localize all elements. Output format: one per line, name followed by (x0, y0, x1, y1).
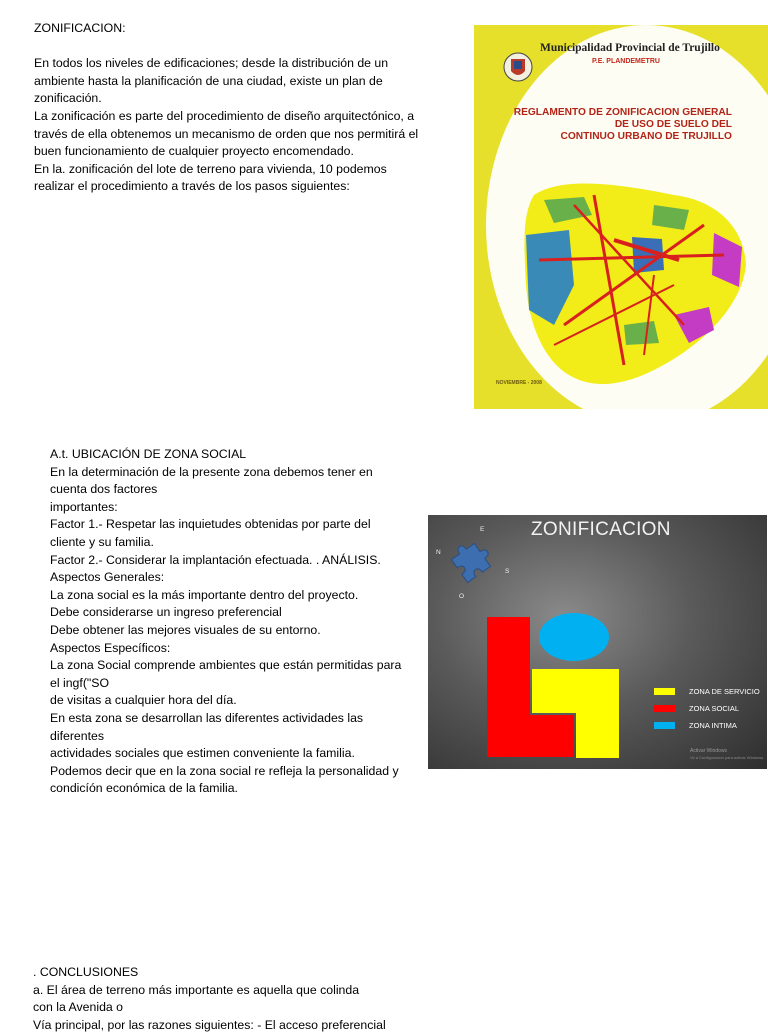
section-line: Debe considerarse un ingreso preferencial (50, 605, 282, 620)
direction-o-label: O (459, 593, 465, 600)
section-line: Factor 1.- Respetar las inquietudes obtenidas por parte del (50, 517, 371, 532)
intro-line: En todos los niveles de edificaciones; desde la distribución de un (34, 56, 389, 71)
conclusions-line: Vía principal, por las razones siguientes: - El acceso preferencial (33, 1017, 386, 1032)
intro-title: ZONIFICACION: (34, 21, 126, 35)
cover-regulation-line: CONTINUO URBANO DE TRUJILLO (560, 131, 732, 142)
conclusions-heading: . CONCLUSIONES (33, 965, 139, 979)
intro-line: En la. zonificación del lote de terreno para vivienda, 10 podemos (34, 161, 387, 176)
intro-line: buen funcionamiento de cualquier proyecto encomendado. (34, 144, 354, 159)
cover-date: NOVIEMBRE - 2008 (496, 380, 542, 386)
compass-puzzle-icon (448, 535, 495, 582)
intro-line: realizar el procedimiento a través de los pasos siguientes: (34, 179, 350, 194)
cover-plan-subtitle: P.E. PLANDEMETRU (592, 58, 660, 65)
cover-regulation-line: REGLAMENTO DE ZONIFICACION GENERAL (513, 107, 732, 118)
section-heading: A.t. UBICACIÓN DE ZONA SOCIAL (50, 447, 247, 461)
intro-line: través de ella obtenemos un mecanismo de orden que nos permitirá el (34, 126, 419, 141)
section-line: La zona Social comprende ambientes que están permitidas para (50, 658, 402, 673)
intro-line: ambiente hasta la planificación de una ciudad, existe un plan de (34, 73, 383, 88)
legend-label: ZONA SOCIAL (689, 704, 740, 713)
cover-municipality-title: Municipalidad Provincial de Trujillo (540, 42, 720, 54)
intro-line: La zonificación es parte del procedimiento de diseño arquitectónico, a (34, 108, 415, 123)
conclusions-line: a. El área de terreno más importante es aquella que colinda (33, 982, 360, 997)
zoning-regulation-cover-image (474, 25, 768, 409)
section-line: condicíón económica de la familia. (50, 781, 238, 796)
section-line: La zona social es la más importante dentro del proyecto. (50, 587, 359, 602)
social-zone-text-block (50, 446, 401, 798)
conclusions-line: con la Avenida o (33, 1000, 124, 1015)
section-line: actividades sociales que estimen conveniente la familia. (50, 746, 355, 761)
cover-regulation-line: DE USO DE SUELO DEL (614, 119, 732, 130)
section-line: Debe obtener las mejores visuales de su entorno. (50, 622, 321, 637)
direction-s-label: S (505, 568, 510, 575)
section-line: diferentes (50, 728, 105, 743)
section-line: el ingf("SO (50, 675, 110, 690)
section-line: Factor 2.- Considerar la implantación efectuada. . ANÁLISIS. (50, 552, 381, 567)
zoning-diagram (428, 515, 767, 769)
section-line: de visitas a cualquier hora del día. (50, 693, 237, 708)
section-line: Podemos decir que en la zona social re refleja la personalidad y (50, 763, 399, 778)
section-line: importantes: (50, 499, 118, 514)
legend-swatch (654, 722, 675, 729)
legend-label: ZONA DE SERVICIO (689, 687, 760, 696)
section-line: En la determinación de la presente zona debemos tener en (50, 464, 373, 479)
section-line: cuenta dos factores (50, 482, 158, 497)
direction-e-label: E (480, 526, 485, 533)
legend-swatch (654, 688, 675, 695)
intro-text-block (34, 20, 418, 196)
legend-swatch (654, 705, 675, 712)
direction-n-label: N (436, 549, 441, 556)
activate-windows-watermark-sub: Ve a Configuración para activar Windows. (690, 755, 765, 760)
section-line: Aspectos Generales: (50, 570, 165, 585)
zona-intima-shape (539, 613, 609, 661)
zonification-slide-image (428, 515, 767, 769)
city-map-illustration (474, 25, 768, 409)
legend-label: ZONA INTIMA (689, 721, 737, 730)
activate-windows-watermark: Activar Windows (690, 748, 727, 754)
section-line: cliente y su familia. (50, 534, 154, 549)
section-line: En esta zona se desarrollan las diferentes actividades las (50, 710, 364, 725)
section-line: Aspectos Específicos: (50, 640, 171, 655)
slide-title: ZONIFICACION (531, 519, 671, 540)
intro-line: zonificación. (34, 91, 102, 106)
